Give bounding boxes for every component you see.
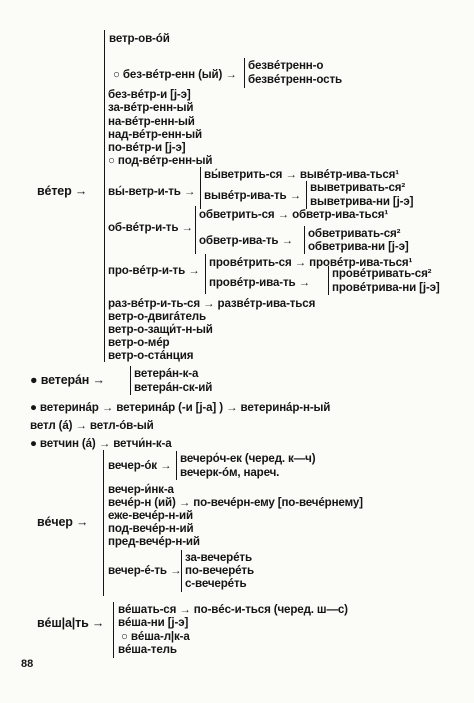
obvetrit-item-1: обветрить-ся → обветр-ива-ться¹ <box>199 208 389 221</box>
veter-item-3: без-вéтр-и [j-э] <box>108 88 191 101</box>
vecheret-item-3: с-вечерéть <box>185 577 247 590</box>
vecherok-item-2: вечерк-óм, нареч. <box>180 466 280 479</box>
veter-item-9: вы́-ветр-и-ть → <box>108 185 196 198</box>
veshat-item-2: вéша-ни [j-э] <box>118 616 189 629</box>
vyvetrit-item-1: вы́ветрить-ся → вывéтр-ива-ться¹ <box>204 168 399 181</box>
veter-item-16: ветр-о-стáнция <box>108 349 194 362</box>
veter-root: вéтер → <box>37 184 88 198</box>
provetrit-item-1: провéтрить-ся → провéтр-ива-ться¹ <box>209 256 413 269</box>
vecher-item-7: вечер-é-ть → <box>108 564 182 577</box>
vecher-bracket <box>103 450 104 596</box>
vyvetrivat-item-1: выветривать-ся² <box>310 181 406 194</box>
vecheret-item-1: за-вечерéть <box>185 551 252 564</box>
veter-item-5: на-вéтр-енн-ый <box>108 115 195 128</box>
vecher-item-1: вечер-óк → <box>108 459 172 472</box>
veter-item-2: ○ без-вéтр-енн (ый) → <box>113 68 237 81</box>
vecher-item-6: пред-вечéр-н-ий <box>108 535 200 548</box>
vyvetrit-bracket <box>200 167 201 209</box>
bezvetren-item-2: безвéтренн-ость <box>248 73 342 86</box>
veter-item-10: об-вéтр-и-ть → <box>108 221 193 234</box>
veteran-root: ● ветерáн → <box>30 373 105 387</box>
page-number: 88 <box>21 658 34 670</box>
vetl-line: ветл (á) → ветл-óв-ый <box>30 419 154 432</box>
vecheret-item-2: по-вечерéть <box>185 564 254 577</box>
vecherok-bracket <box>176 451 177 480</box>
veter-item-14: ветр-о-защи́т-н-ый <box>108 323 213 336</box>
bezvetren-item-1: безвéтренн-о <box>248 59 324 72</box>
provetrivat-bracket <box>328 266 329 295</box>
obvetrivat-bracket <box>304 226 305 254</box>
obvetrivat-item-1: обветривать-ся² <box>308 227 401 240</box>
obvetrivat-item-2: обветрива-ни [j-э] <box>308 240 409 253</box>
vecherok-item-1: вечеро́ч-ек (черед. к—ч) <box>180 452 316 465</box>
obvetrit-bracket <box>195 206 196 254</box>
vecheret-bracket <box>181 550 182 592</box>
provetrivat-item-1: провéтривать-ся² <box>332 267 432 280</box>
provetrivat-item-2: провéтрива-ни [j-э] <box>332 281 440 294</box>
vyvetrivat-bracket <box>306 181 307 209</box>
veter-item-11: про-вéтр-и-ть → <box>108 264 200 277</box>
bezvetren-bracket <box>244 58 245 88</box>
veshat-item-4: вéша-тель <box>118 643 177 656</box>
veshat-root: вéш|а|ть → <box>37 616 105 630</box>
veter-item-6: над-вéтр-енн-ый <box>108 128 202 141</box>
veteran-bracket <box>130 366 131 395</box>
veteran-item-1: ветерáн-к-а <box>134 367 199 380</box>
veshat-bracket <box>113 602 114 658</box>
veter-item-7: по-вéтр-и [j-э] <box>108 141 186 154</box>
vecher-root: вéчер → <box>37 515 89 529</box>
vecher-item-2: вечер-и́нк-а <box>108 483 174 496</box>
veteran-item-2: ветерáн-ск-ий <box>134 381 213 394</box>
veter-bracket <box>104 30 105 362</box>
obvetrit-item-2: обветр-ива-ть → <box>199 234 293 247</box>
vyvetrivat-item-2: выветрива-ни [j-э] <box>310 195 414 208</box>
veshat-item-1: вéшать-ся → по-вéс-и-ться (черед. ш—с) <box>118 603 348 616</box>
veter-item-12: раз-вéтр-и-ть-ся → развéтр-ива-ться <box>108 297 316 310</box>
provetrit-bracket <box>205 254 206 294</box>
veter-item-1: ветр-ов-óй <box>109 32 170 45</box>
vecher-item-3: вечéр-н (ий) → по-вечéрн-ему [по-вечéрнему] <box>108 496 363 509</box>
vyvetrit-item-2: вывéтр-ива-ть → <box>204 189 302 202</box>
vecher-item-4: еже-вечéр-н-ий <box>108 509 193 522</box>
vecher-item-5: под-вечéр-н-ий <box>108 522 194 535</box>
veter-item-4: за-вéтр-енн-ый <box>108 101 194 114</box>
provetrit-item-2: провéтр-ива-ть → <box>209 276 310 289</box>
vetchin-line: ● ветчин (á) → ветчи́н-к-а <box>30 437 172 450</box>
veter-item-15: ветр-о-мéр <box>108 336 170 349</box>
veter-item-13: ветр-о-двигáтель <box>108 310 206 323</box>
veterinar-line: ● ветеринáр → ветеринáр (-и [j-а] ) → ветеринáр-н-ый <box>30 401 331 414</box>
veter-item-8: ○ под-вéтр-енн-ый <box>108 154 213 167</box>
veshat-item-3: ○ вéша-л|к-а <box>121 630 190 643</box>
